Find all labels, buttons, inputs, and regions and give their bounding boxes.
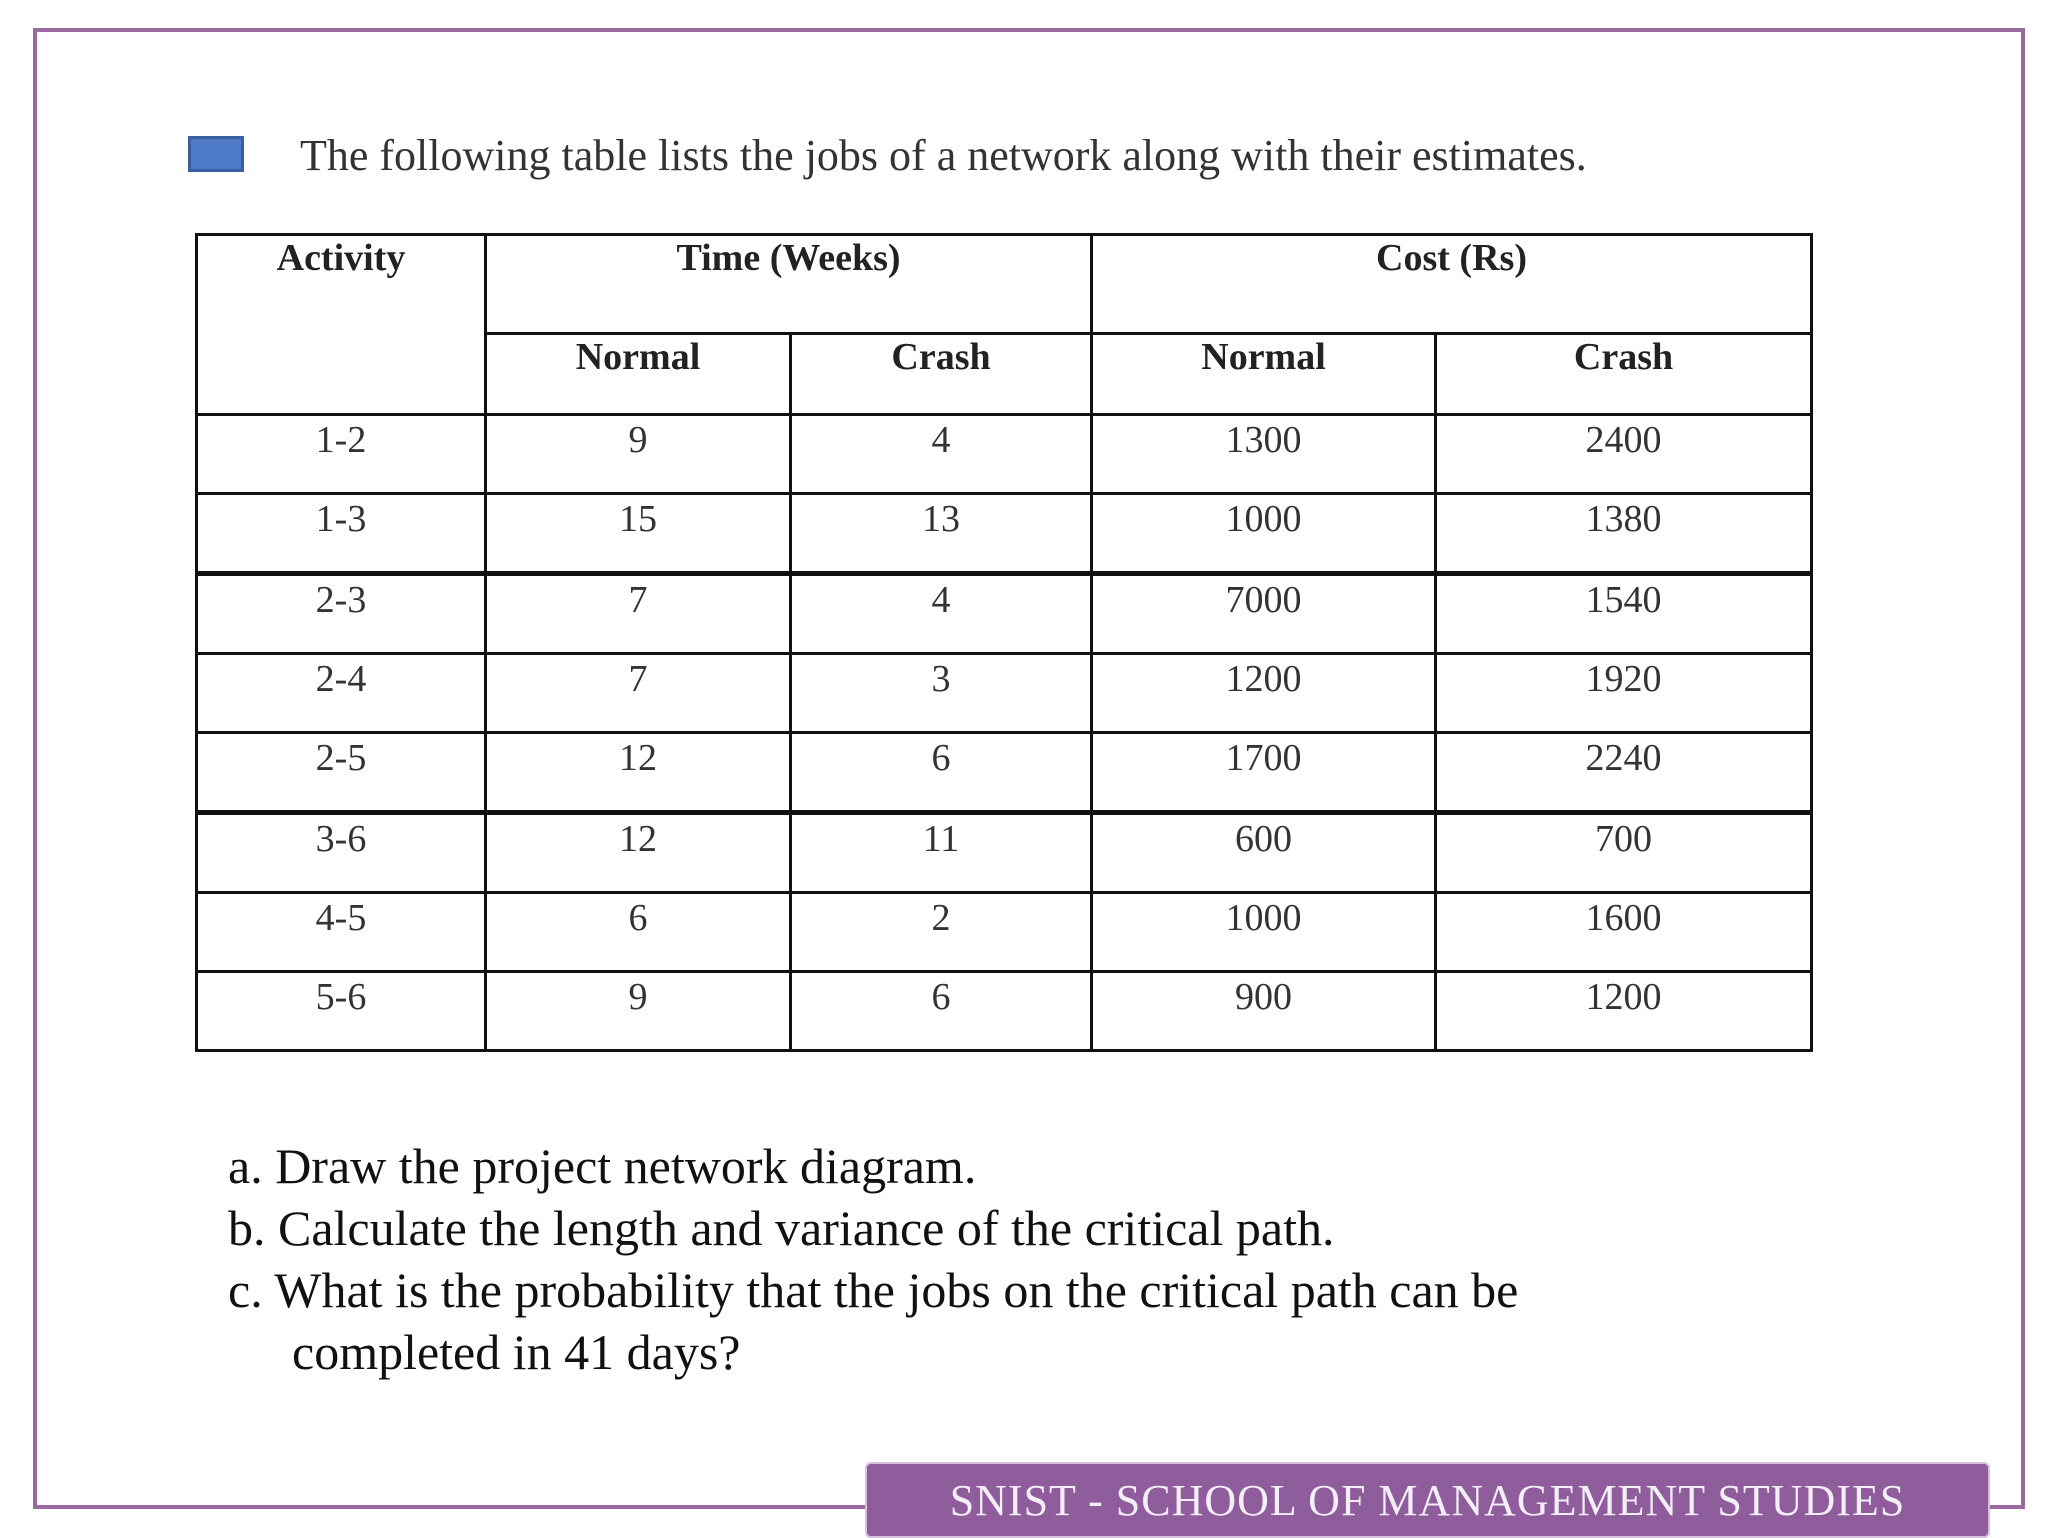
cell-activity: 4-5 [197, 893, 486, 972]
table-row [197, 415, 1812, 494]
cell-activity: 2-5 [197, 733, 486, 813]
table-row [197, 733, 1812, 813]
cell-cost-crash: 1380 [1436, 494, 1812, 574]
header-time-crash: Crash [791, 334, 1092, 415]
cell-cost-normal: 1200 [1092, 654, 1436, 733]
table-row [197, 654, 1812, 733]
cell-activity: 1-2 [197, 415, 486, 494]
cell-time-crash: 4 [791, 415, 1092, 494]
cell-activity: 5-6 [197, 972, 486, 1051]
header-time: Time (Weeks) [486, 235, 1092, 334]
cell-activity: 1-3 [197, 494, 486, 574]
cell-cost-normal: 1300 [1092, 415, 1436, 494]
cell-time-normal: 9 [486, 972, 791, 1051]
questions-list [228, 1135, 1518, 1383]
cell-time-normal: 6 [486, 893, 791, 972]
cell-activity: 2-4 [197, 654, 486, 733]
intro-text: The following table lists the jobs of a network along with their estimates. [300, 131, 1587, 180]
cell-time-normal: 15 [486, 494, 791, 574]
cell-time-normal: 12 [486, 813, 791, 893]
cell-cost-crash: 2400 [1436, 415, 1812, 494]
header-time-normal: Normal [486, 334, 791, 415]
cell-cost-normal: 1000 [1092, 494, 1436, 574]
header-cost-normal: Normal [1092, 334, 1436, 415]
bullet-square-icon [188, 136, 244, 172]
cell-cost-normal: 1000 [1092, 893, 1436, 972]
jobs-table [195, 233, 1813, 1052]
question-b: b. Calculate the length and variance of the critical path. [228, 1200, 1335, 1256]
cell-time-crash: 13 [791, 494, 1092, 574]
cell-time-normal: 12 [486, 733, 791, 813]
footer-banner [865, 1462, 1990, 1538]
cell-cost-normal: 7000 [1092, 574, 1436, 654]
table-subheader-row [197, 334, 1812, 415]
cell-time-crash: 6 [791, 733, 1092, 813]
cell-cost-normal: 900 [1092, 972, 1436, 1051]
question-a: a. Draw the project network diagram. [228, 1138, 977, 1194]
header-activity: Activity [197, 235, 486, 334]
cell-time-crash: 6 [791, 972, 1092, 1051]
table-row [197, 494, 1812, 574]
cell-time-crash: 2 [791, 893, 1092, 972]
table-row [197, 893, 1812, 972]
cell-cost-normal: 600 [1092, 813, 1436, 893]
cell-cost-crash: 1600 [1436, 893, 1812, 972]
header-cost-crash: Crash [1436, 334, 1812, 415]
table-row [197, 813, 1812, 893]
cell-time-crash: 11 [791, 813, 1092, 893]
cell-cost-crash: 1540 [1436, 574, 1812, 654]
footer-text: SNIST - SCHOOL OF MANAGEMENT STUDIES [949, 1475, 1906, 1525]
cell-time-crash: 4 [791, 574, 1092, 654]
cell-cost-crash: 1200 [1436, 972, 1812, 1051]
cell-time-normal: 7 [486, 654, 791, 733]
header-cost: Cost (Rs) [1092, 235, 1812, 334]
question-c-line1: c. What is the probability that the jobs on the critical path can be [228, 1262, 1519, 1318]
cell-time-crash: 3 [791, 654, 1092, 733]
cell-activity: 3-6 [197, 813, 486, 893]
question-c-line2: completed in 41 days? [292, 1324, 741, 1380]
cell-cost-crash: 700 [1436, 813, 1812, 893]
table-row [197, 972, 1812, 1051]
cell-cost-normal: 1700 [1092, 733, 1436, 813]
cell-cost-crash: 2240 [1436, 733, 1812, 813]
table-row [197, 574, 1812, 654]
table-header-row [197, 235, 1812, 334]
header-activity-blank [197, 334, 486, 415]
cell-cost-crash: 1920 [1436, 654, 1812, 733]
cell-time-normal: 9 [486, 415, 791, 494]
cell-activity: 2-3 [197, 574, 486, 654]
cell-time-normal: 7 [486, 574, 791, 654]
